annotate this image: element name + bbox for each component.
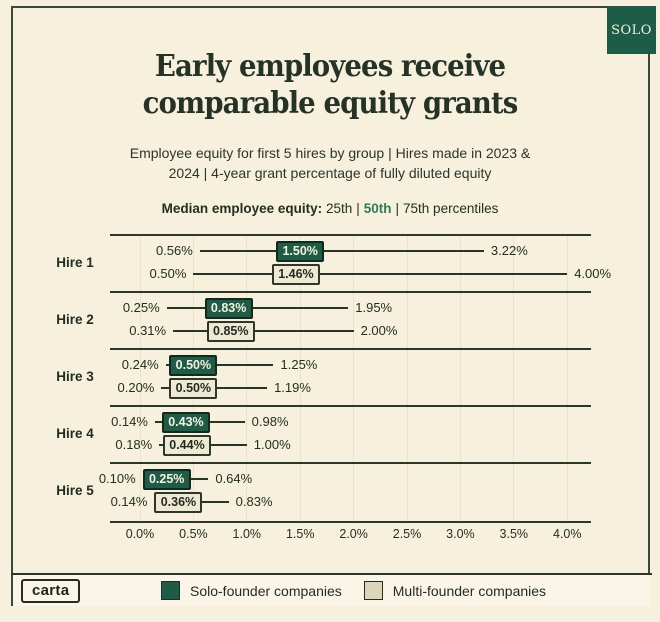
percentile-50th: 50th [363, 201, 392, 216]
solo-p75-label: 0.64% [215, 471, 253, 486]
title-line-1: Early employees receive [154, 49, 506, 84]
solo-median-box: 0.25% [143, 469, 191, 490]
solo-swatch-icon [161, 581, 180, 600]
group-separator [110, 348, 591, 350]
legend-label-solo: Solo-founder companies [190, 582, 342, 599]
gridline [353, 234, 354, 521]
solo-p25-label: 0.10% [98, 471, 136, 486]
multi-median-box: 0.50% [169, 378, 217, 399]
subtitle-line-2: 2024 | 4-year grant percentage of fully diluted equity [168, 165, 492, 181]
multi-p75-label: 1.00% [253, 437, 291, 452]
solo-p25-label: 0.14% [111, 414, 148, 429]
group-label: Hire 2 [56, 311, 94, 327]
multi-p25-label: 0.31% [129, 323, 167, 338]
multi-range-line [173, 330, 353, 332]
solo-p25-label: 0.24% [121, 357, 159, 372]
percentile-note-label: Median employee equity: [161, 201, 323, 216]
multi-swatch-icon [364, 581, 383, 600]
pipe-separator: | [356, 201, 360, 216]
legend-item-solo [161, 581, 342, 600]
group-label: Hire 5 [56, 482, 94, 498]
solo-range-line [200, 250, 484, 252]
solo-median-box: 0.83% [205, 298, 253, 319]
x-tick-label: 2.5% [392, 527, 422, 541]
group-label: Hire 1 [56, 254, 94, 270]
gridline [460, 234, 461, 521]
group-label: Hire 4 [56, 425, 94, 441]
footer [13, 575, 650, 606]
multi-median-box: 1.46% [272, 264, 320, 285]
solo-median-box: 1.50% [276, 241, 324, 262]
group-separator [110, 291, 591, 293]
group-label: Hire 3 [56, 368, 94, 384]
gridline [407, 234, 408, 521]
x-tick-label: 1.5% [285, 527, 315, 541]
x-tick-label: 1.0% [232, 527, 262, 541]
multi-range-line [193, 273, 567, 275]
x-tick-label: 2.0% [339, 527, 368, 541]
title-line-2: comparable equity grants [142, 86, 518, 121]
x-tick-label: 3.5% [499, 527, 529, 541]
multi-p25-label: 0.20% [117, 380, 155, 395]
multi-median-box: 0.36% [154, 492, 202, 513]
legend-item-multi [364, 581, 546, 600]
x-tick-label: 0.0% [125, 527, 155, 541]
multi-p25-label: 0.50% [149, 266, 187, 281]
multi-p75-label: 1.19% [274, 380, 311, 395]
multi-p75-label: 0.83% [235, 494, 273, 509]
multi-p75-label: 4.00% [574, 266, 612, 281]
percentile-75th: 75th percentiles [403, 201, 499, 216]
x-tick-label: 3.0% [446, 527, 475, 541]
solo-p25-label: 0.56% [155, 243, 193, 258]
solo-p75-label: 3.22% [490, 243, 528, 258]
solo-range-line [167, 307, 349, 309]
solo-badge: SOLO [607, 6, 656, 54]
gridline [140, 234, 141, 521]
legend [161, 575, 546, 606]
percentile-25th: 25th [325, 201, 353, 216]
solo-p75-label: 1.95% [355, 300, 393, 315]
multi-p75-label: 2.00% [360, 323, 398, 338]
multi-median-box: 0.85% [207, 321, 255, 342]
solo-median-box: 0.43% [162, 412, 210, 433]
multi-median-box: 0.44% [163, 435, 211, 456]
solo-p75-label: 1.25% [280, 357, 318, 372]
group-separator [110, 234, 591, 236]
gridline [567, 234, 568, 521]
x-tick-label: 0.5% [179, 527, 208, 541]
solo-p75-label: 0.98% [251, 414, 289, 429]
group-separator [110, 462, 591, 464]
x-tick-label: 4.0% [552, 527, 582, 541]
gridline [513, 234, 514, 521]
subtitle-line-1: Employee equity for first 5 hires by group | Hires made in 2023 & [129, 145, 531, 161]
multi-p25-label: 0.18% [115, 437, 153, 452]
group-separator [110, 405, 591, 407]
multi-p25-label: 0.14% [110, 494, 148, 509]
solo-median-box: 0.50% [169, 355, 217, 376]
pipe-separator: | [395, 201, 400, 216]
x-axis-line [110, 521, 591, 523]
carta-logo: carta [21, 579, 80, 603]
solo-p25-label: 0.25% [122, 300, 160, 315]
legend-label-multi: Multi-founder companies [392, 582, 547, 599]
